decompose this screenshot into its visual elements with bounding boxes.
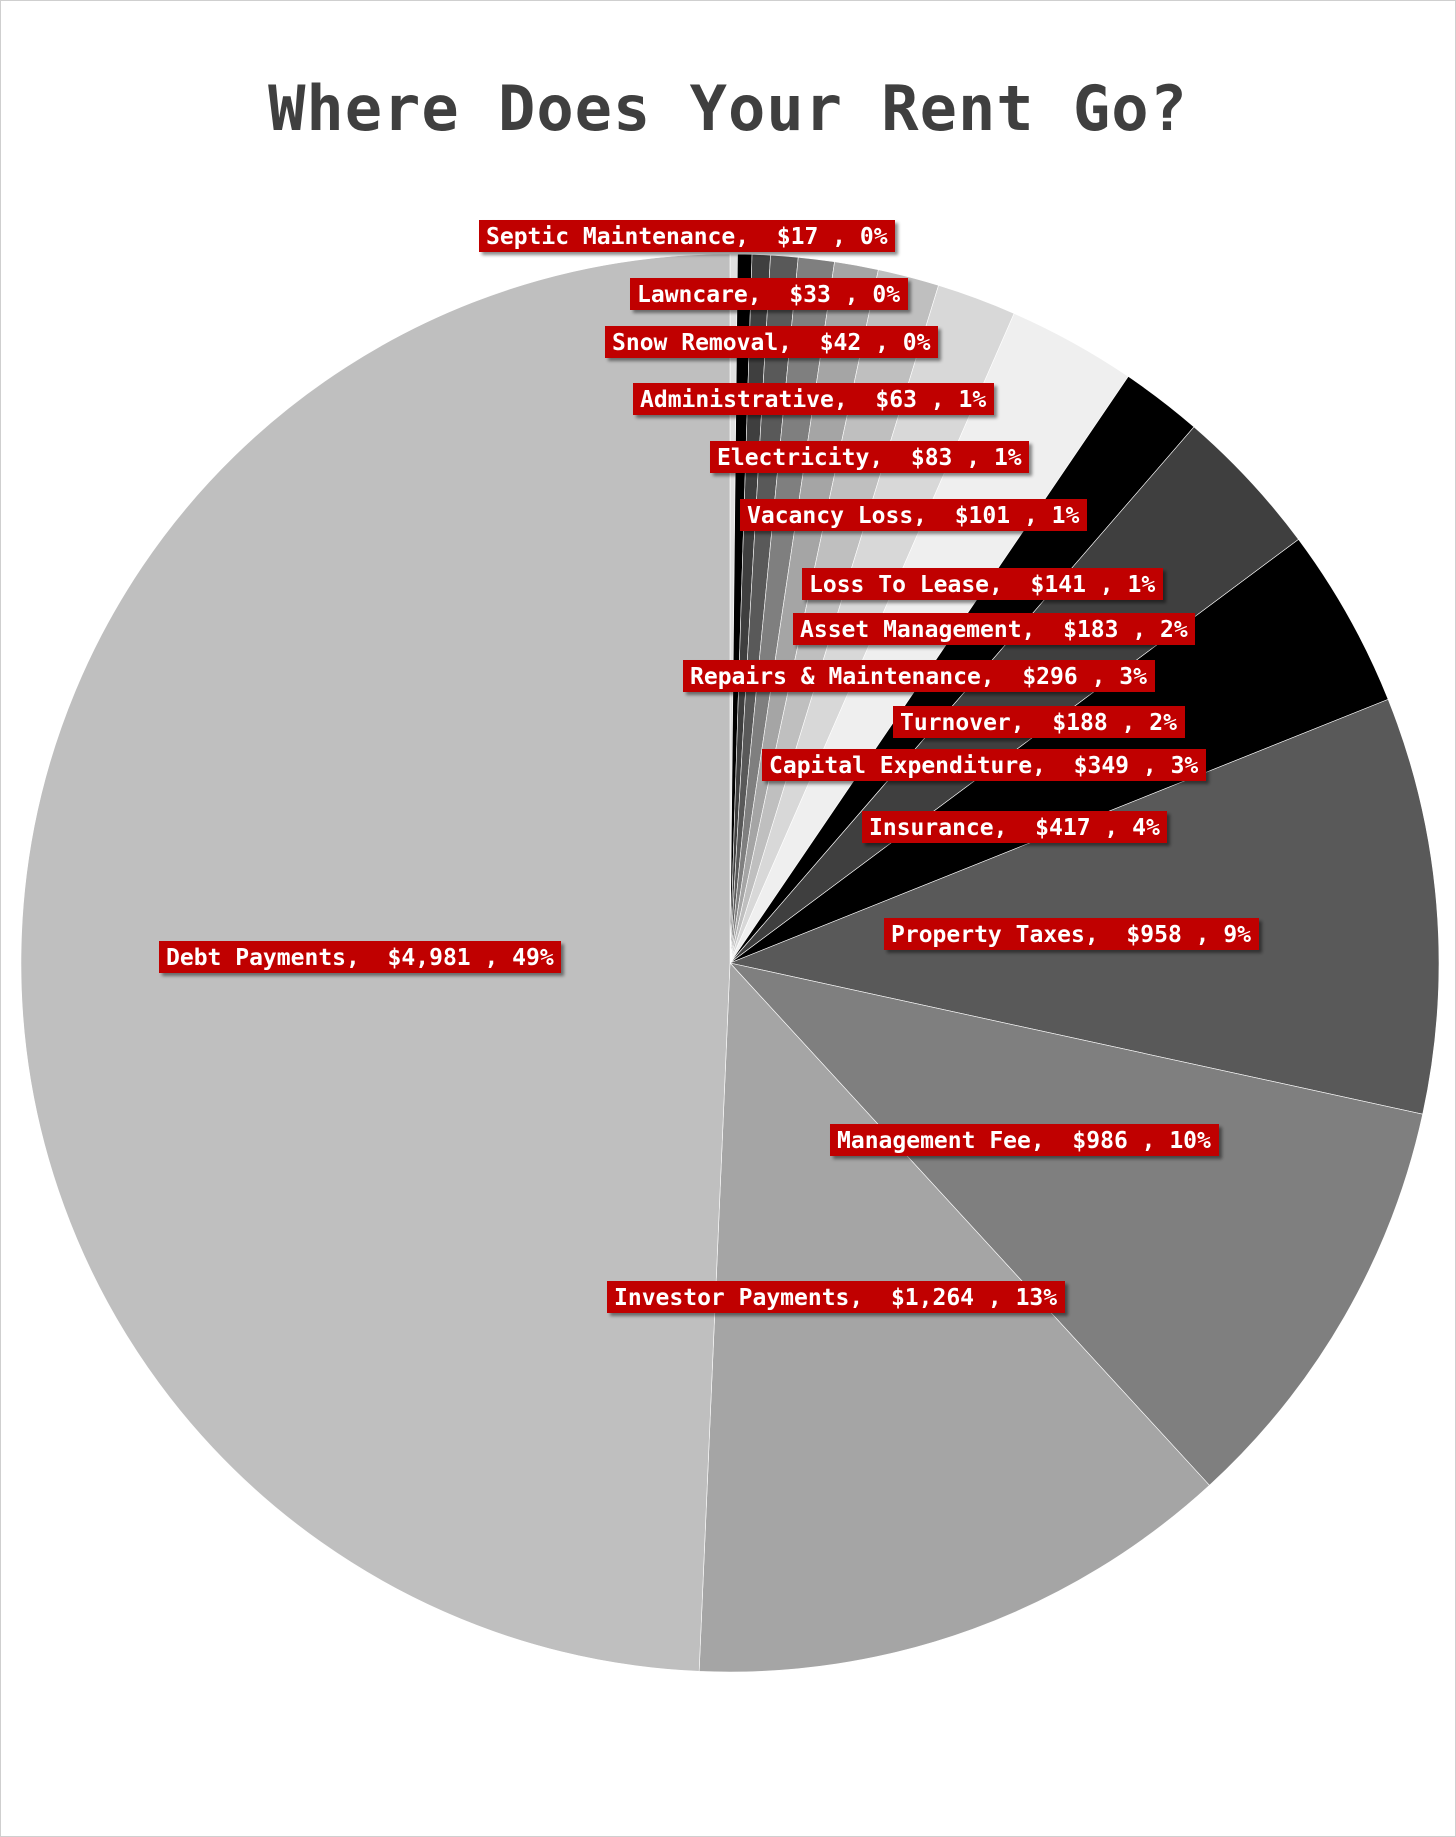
slice-label-repairs-and-maintenance (683, 660, 1155, 692)
chart-title: Where Does Your Rent Go? (268, 72, 1188, 145)
slice-label-text: Property Taxes, $958 , 9% (891, 922, 1252, 948)
slice-label-text: Capital Expenditure, $349 , 3% (769, 753, 1199, 779)
slice-label-text: Asset Management, $183 , 2% (800, 617, 1188, 643)
slice-label-management-fee (830, 1124, 1219, 1156)
slice-label-text: Repairs & Maintenance, $296 , 3% (690, 664, 1147, 690)
slice-label-insurance (862, 811, 1167, 843)
slice-label-text: Insurance, $417 , 4% (869, 815, 1160, 841)
slice-label-asset-management (793, 613, 1195, 645)
slice-label-text: Management Fee, $986 , 10% (837, 1128, 1211, 1154)
slice-label-text: Lawncare, $33 , 0% (637, 282, 901, 308)
slice-label-text: Septic Maintenance, $17 , 0% (486, 224, 888, 250)
slice-label-vacancy-loss (740, 499, 1087, 531)
slice-label-snow-removal (605, 326, 938, 358)
slice-label-text: Debt Payments, $4,981 , 49% (166, 945, 554, 971)
slice-label-text: Turnover, $188 , 2% (900, 710, 1177, 736)
slice-label-text: Administrative, $63 , 1% (640, 387, 987, 413)
slice-label-loss-to-lease (802, 568, 1163, 600)
slice-label-capital-expenditure (762, 749, 1206, 781)
slice-label-septic-maintenance (479, 220, 895, 252)
slice-label-administrative (633, 383, 994, 415)
slice-label-electricity (710, 441, 1029, 473)
slice-label-text: Snow Removal, $42 , 0% (612, 330, 931, 356)
slice-label-text: Electricity, $83 , 1% (717, 445, 1022, 471)
slice-label-text: Investor Payments, $1,264 , 13% (614, 1285, 1058, 1311)
slice-label-lawncare (630, 278, 908, 310)
slice-label-turnover (893, 706, 1185, 738)
slice-label-property-taxes (884, 918, 1259, 950)
slice-label-investor-payments (607, 1281, 1065, 1313)
slice-label-text: Vacancy Loss, $101 , 1% (747, 503, 1080, 529)
slice-label-text: Loss To Lease, $141 , 1% (809, 572, 1156, 598)
slice-label-debt-payments (159, 941, 561, 973)
